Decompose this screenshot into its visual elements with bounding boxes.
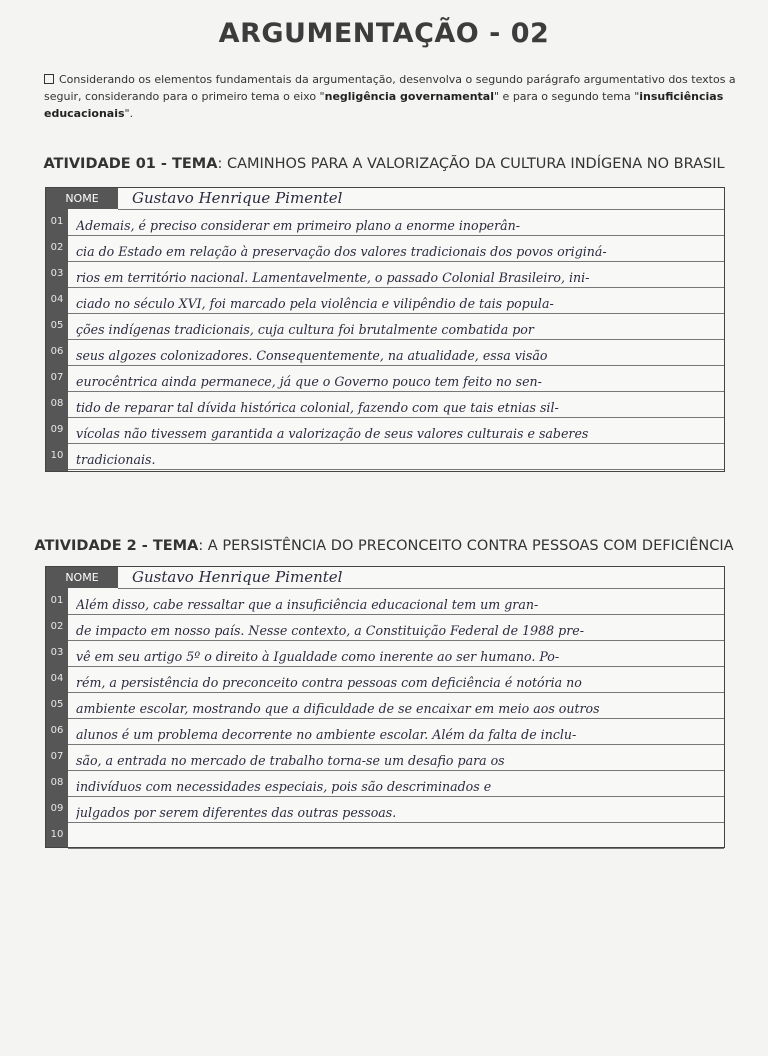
instructions-text-3: ". <box>124 107 134 120</box>
handwritten-text: alunos é um problema decorrente no ambiente escolar. Além da falta de inclu- <box>76 727 577 742</box>
name-value: Gustavo Henrique Pimentel <box>132 568 343 586</box>
line-number: 06 <box>50 346 64 357</box>
line-number: 04 <box>50 673 64 684</box>
text-line <box>50 288 724 314</box>
activity-1-theme: : CAMINHOS PARA A VALORIZAÇÃO DA CULTURA INDÍGENA NO BRASIL <box>217 156 725 172</box>
line-number: 01 <box>50 595 64 606</box>
line-number: 06 <box>50 725 64 736</box>
line-number: 02 <box>50 242 64 253</box>
instructions-bold-2: insuficiências educacionais <box>44 90 724 120</box>
handwritten-text: rém, a persistência do preconceito contra pessoas com deficiência é notória no <box>76 675 582 690</box>
handwritten-text: indivíduos com necessidades especiais, pois são descriminados e <box>76 779 492 794</box>
handwritten-text: Além disso, cabe ressaltar que a insuficiência educacional tem um gran- <box>76 597 539 612</box>
line-number: 10 <box>50 829 64 840</box>
text-line <box>50 667 724 693</box>
checkbox-icon <box>44 74 54 84</box>
line-number: 04 <box>50 294 64 305</box>
line-number: 10 <box>50 450 64 461</box>
text-line <box>50 641 724 667</box>
handwritten-text: eurocêntrica ainda permanece, já que o Governo pouco tem feito no sen- <box>76 374 542 389</box>
name-value: Gustavo Henrique Pimentel <box>132 189 343 207</box>
line-number: 09 <box>50 803 64 814</box>
handwritten-text: tradicionais. <box>76 452 156 467</box>
text-line <box>50 771 724 797</box>
text-line <box>50 262 724 288</box>
activity-2-sheet <box>45 566 725 848</box>
handwritten-text: de impacto em nosso país. Nesse contexto, a Constituição Federal de 1988 pre- <box>76 623 584 638</box>
handwritten-text: tido de reparar tal dívida histórica colonial, fazendo com que tais etnias sil- <box>76 400 559 415</box>
line-number: 03 <box>50 647 64 658</box>
activity-1-label: ATIVIDADE 01 - TEMA <box>43 156 218 172</box>
line-number: 05 <box>50 699 64 710</box>
text-line <box>50 693 724 719</box>
text-line <box>50 823 724 849</box>
activity-1-sheet <box>45 187 725 472</box>
page-title: ARGUMENTAÇÃO - 02 <box>218 18 550 49</box>
handwritten-text: cia do Estado em relação à preservação dos valores tradicionais dos povos originá- <box>76 244 607 259</box>
text-line <box>50 418 724 444</box>
activity-2-heading <box>0 538 768 554</box>
line-number: 08 <box>50 777 64 788</box>
text-line <box>50 745 724 771</box>
line-number: 03 <box>50 268 64 279</box>
line-number: 09 <box>50 424 64 435</box>
text-line <box>50 210 724 236</box>
handwritten-text: são, a entrada no mercado de trabalho torna-se um desafio para os <box>76 753 505 768</box>
text-line <box>50 444 724 470</box>
handwritten-text: seus algozes colonizadores. Consequentemente, na atualidade, essa visão <box>76 348 548 363</box>
line-number: 01 <box>50 216 64 227</box>
text-line <box>50 340 724 366</box>
handwritten-text: vê em seu artigo 5º o direito à Igualdade como inerente ao ser humano. Po- <box>76 649 560 664</box>
handwritten-text: ciado no século XVI, foi marcado pela violência e vilipêndio de tais popula- <box>76 296 554 311</box>
text-line <box>50 719 724 745</box>
instructions-text-1: Considerando os elementos fundamentais da argumentação, desenvolva o segundo parágrafo argumentativo dos textos a seguir, considerando para o primeiro tema o eixo " <box>44 73 736 103</box>
text-line <box>50 392 724 418</box>
text-line <box>50 314 724 340</box>
handwritten-text: vícolas não tivessem garantida a valorização de seus valores culturais e saberes <box>76 426 589 441</box>
line-number: 07 <box>50 751 64 762</box>
line-number: 05 <box>50 320 64 331</box>
activity-2-theme: : A PERSISTÊNCIA DO PRECONCEITO CONTRA PESSOAS COM DEFICIÊNCIA <box>198 538 734 554</box>
text-line <box>50 615 724 641</box>
handwritten-text: julgados por serem diferentes das outras pessoas. <box>76 805 397 820</box>
handwritten-text: Ademais, é preciso considerar em primeiro plano a enorme inoperân- <box>76 218 521 233</box>
line-number: 07 <box>50 372 64 383</box>
instructions <box>44 71 744 122</box>
activity-2-label: ATIVIDADE 2 - TEMA <box>34 538 199 554</box>
text-line <box>50 797 724 823</box>
activity-1-heading <box>0 156 768 172</box>
handwritten-text: ções indígenas tradicionais, cuja cultura foi brutalmente combatida por <box>76 322 534 337</box>
line-number: 02 <box>50 621 64 632</box>
text-line <box>50 236 724 262</box>
handwritten-text: ambiente escolar, mostrando que a dificuldade de se encaixar em meio aos outros <box>76 701 600 716</box>
name-label: NOME <box>46 567 118 588</box>
handwritten-text: rios em território nacional. Lamentavelmente, o passado Colonial Brasileiro, ini- <box>76 270 590 285</box>
line-number: 08 <box>50 398 64 409</box>
text-line <box>50 589 724 615</box>
instructions-bold-1: negligência governamental <box>324 90 494 103</box>
name-label: NOME <box>46 188 118 209</box>
text-line <box>50 366 724 392</box>
instructions-text-2: " e para o segundo tema " <box>494 90 640 103</box>
